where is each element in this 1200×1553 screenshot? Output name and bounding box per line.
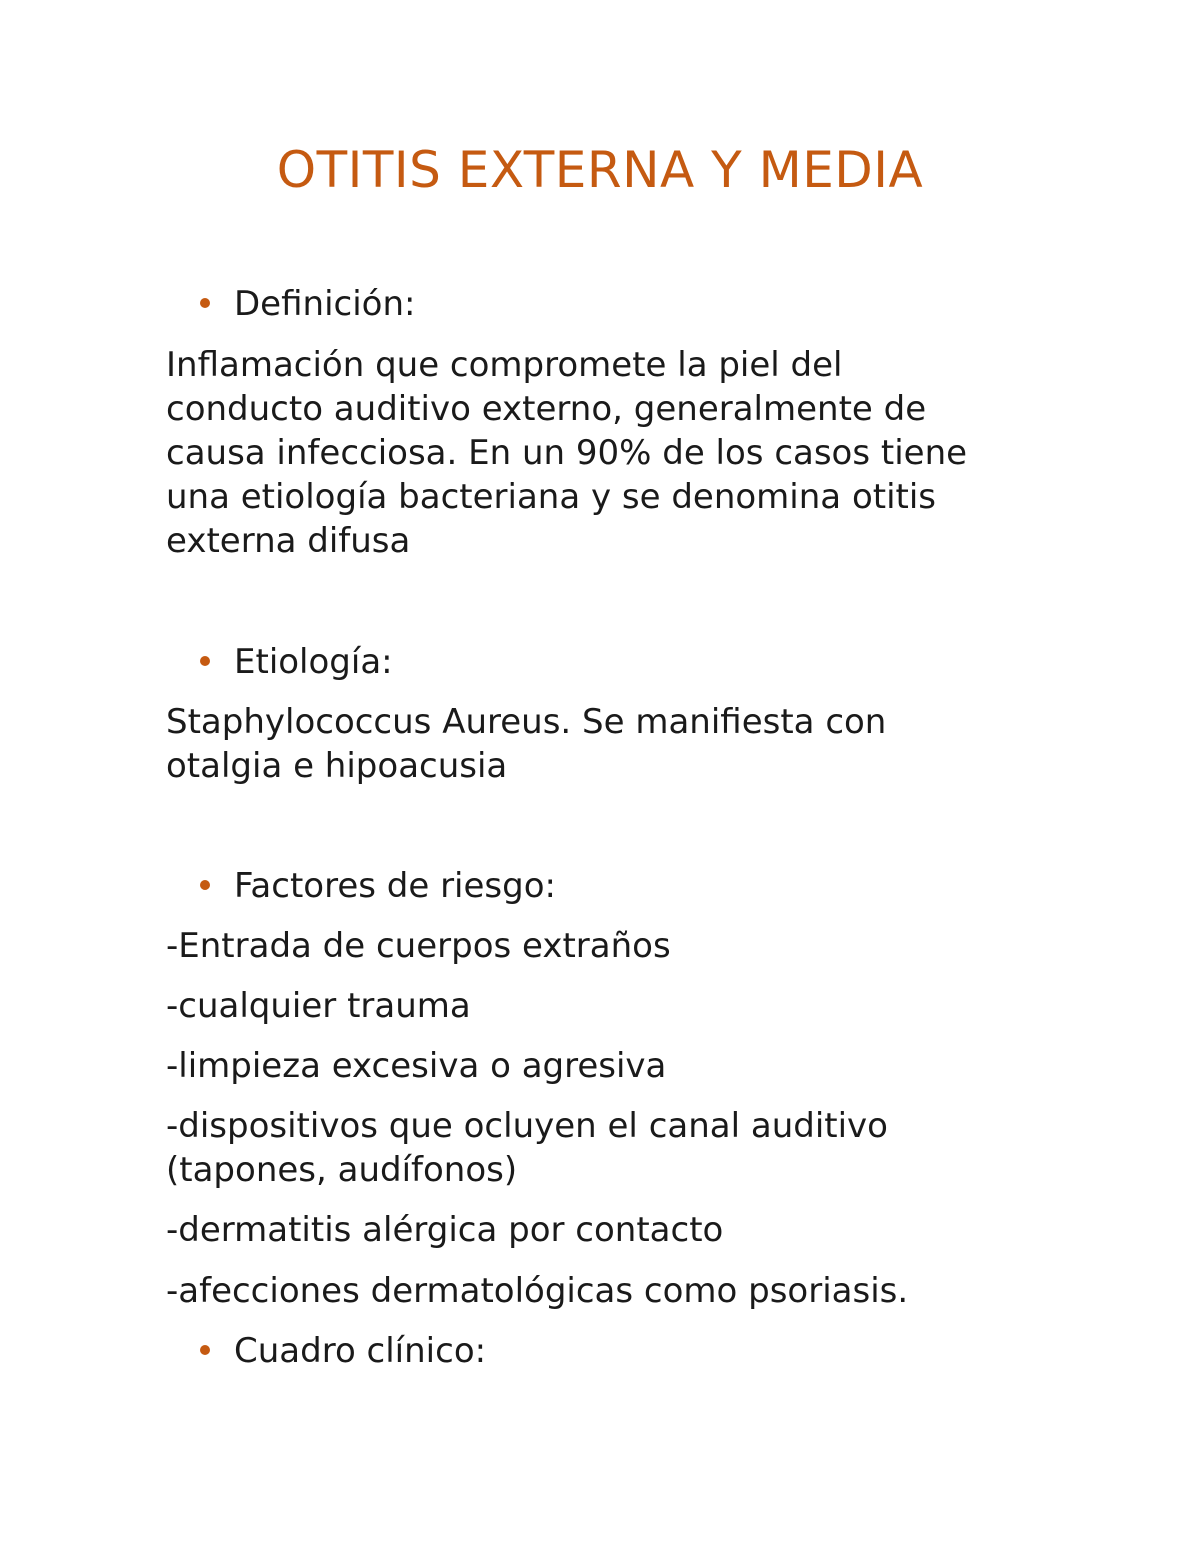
bullet-etiologia (200, 640, 393, 684)
paragraph-line: Inflamación que compromete la piel del (166, 345, 843, 385)
bullet-dot-icon (200, 1345, 210, 1355)
bullet-dot-icon (200, 656, 210, 666)
risk-factor-item: -limpieza excesiva o agresiva (166, 1046, 667, 1086)
paragraph-line: externa difusa (166, 521, 411, 561)
section-heading: Factores de riesgo: (234, 866, 556, 906)
paragraph-line: Staphylococcus Aureus. Se manifiesta con (166, 702, 887, 742)
page-title: OTITIS EXTERNA Y MEDIA (276, 141, 924, 199)
bullet-dot-icon (200, 880, 210, 890)
bullet-dot-icon (200, 298, 210, 308)
risk-factor-item: -cualquier trauma (166, 986, 471, 1026)
section-heading: Etiología: (234, 642, 393, 682)
risk-factor-item: -afecciones dermatológicas como psoriasis. (166, 1271, 909, 1311)
paragraph-line: otalgia e hipoacusia (166, 746, 508, 786)
bullet-cuadro-clinico (200, 1329, 486, 1373)
paragraph-line: una etiología bacteriana y se denomina otitis (166, 477, 937, 517)
paragraph-line: -dispositivos que ocluyen el canal auditivo (166, 1106, 888, 1146)
bullet-definicion (200, 282, 415, 326)
definicion-paragraph (166, 343, 1046, 563)
risk-factor-item: -Entrada de cuerpos extraños (166, 926, 671, 966)
etiologia-paragraph (166, 700, 1046, 788)
section-heading: Cuadro clínico: (234, 1331, 487, 1371)
bullet-factores-riesgo (200, 864, 556, 908)
paragraph-line: causa infecciosa. En un 90% de los casos tiene (166, 433, 968, 473)
paragraph-line: (tapones, audífonos) (166, 1150, 518, 1190)
section-heading: Definición: (234, 284, 416, 324)
risk-factor-item (166, 1104, 1046, 1192)
risk-factor-item: -dermatitis alérgica por contacto (166, 1210, 724, 1250)
paragraph-line: conducto auditivo externo, generalmente de (166, 389, 927, 429)
